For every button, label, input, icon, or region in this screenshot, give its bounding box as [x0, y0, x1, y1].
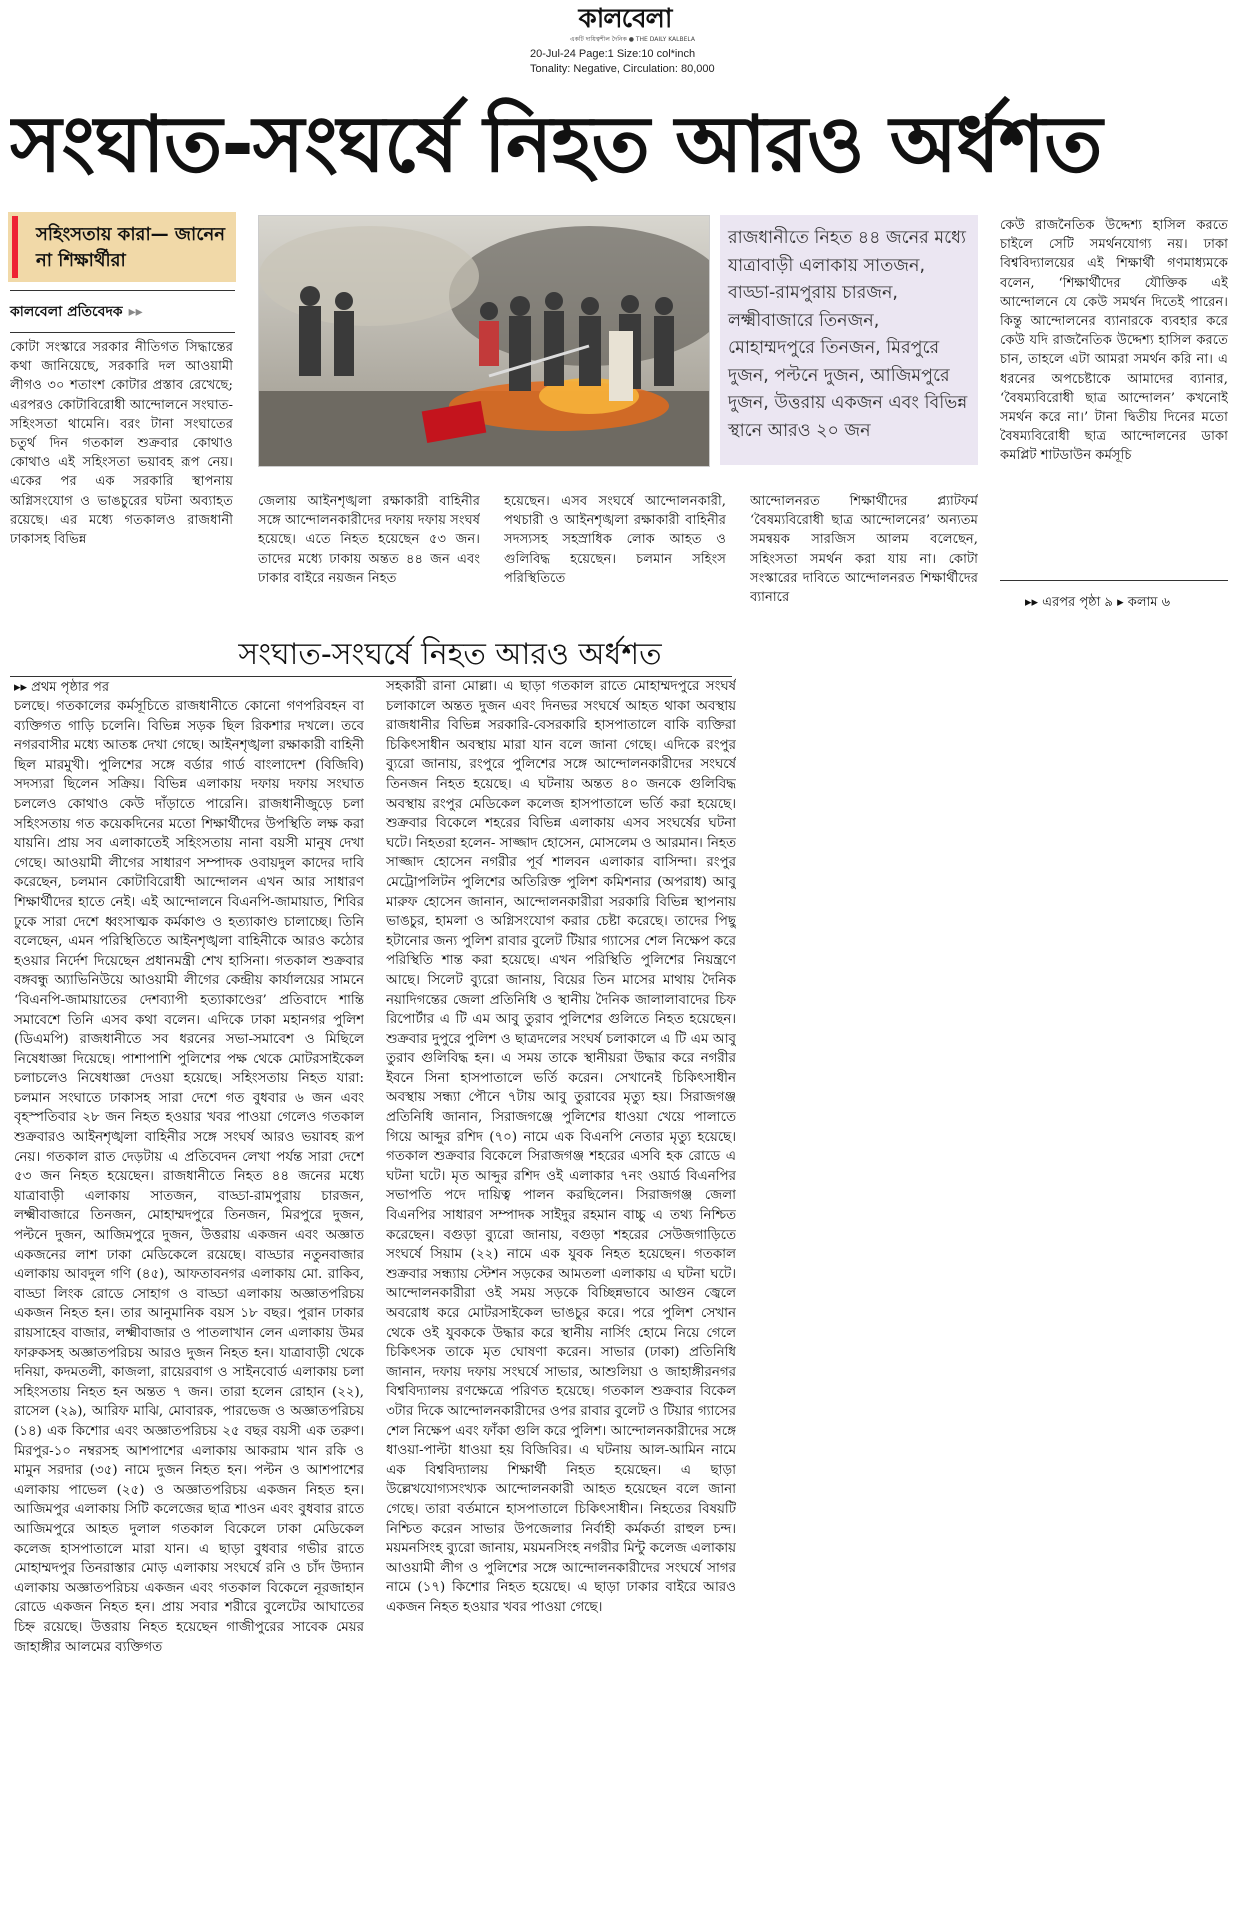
byline-rule-top — [10, 290, 235, 291]
front-column-5: কেউ রাজনৈতিক উদ্দেশ্য হাসিল করতে চাইলে সেটি সমর্থনযোগ্য নয়। ঢাকা বিশ্ববিদ্যালয়ের এই শিক্ষার্থী গণমাধ্যমকে বলেন, ‘শিক্ষার্থীদের যৌক্তিক এই আন্দোলনে যে কেউ সমর্থন দিতেই পারেন। কিন্তু আন্দোলনের ব্যানারকে ব্যবহার করে কেউ যদি রাজনৈতিক উদ্দেশ্য হাসিল করতে চান, তাহলে এটা আমরা সমর্থন করি না। এ ধরনের অপচেষ্টাকে আমাদের ব্যানার, ‘বৈষম্যবিরোধী ছাত্র আন্দোলন’ কখনোই সমর্থন করে না।’ টানা দ্বিতীয় দিনের মতো বৈষম্যবিরোধী ছাত্র আন্দোলনের ডাকা কমপ্লিট শাটডাউন কর্মসূচি — [1000, 218, 1228, 464]
byline-rule-bottom — [10, 332, 235, 333]
byline-arrow-icon: ▸▸ — [128, 304, 143, 320]
photo-caption: রাজধানীতে নিহত ৪৪ জনের মধ্যে যাত্রাবাড়ী এলাকায় সাতজন, বাড্ডা-রামপুরায় চারজন, লক্ষ্মীবাজারে তিনজন, মোহাম্মদপুরে তিনজন, মিরপুরে দুজন, পল্টনে দুজন, আজিমপুরে দুজন, উত্তরায় একজন এবং বিভিন্ন স্থানে আরও ২০ জন — [728, 228, 968, 441]
newspaper-logo: কালবেলা — [578, 4, 672, 34]
jump-column-left: চলছে। গতকালের কর্মসূচিতে রাজধানীতে কোনো গণপরিবহন বা ব্যক্তিগত গাড়ি চলেনি। বিভিন্ন সড়ক ছিল রিকশার দখলে। তবে নগরবাসীর মধ্যে আতঙ্ক দেখা গেছে। আইনশৃঙ্খলা রক্ষাকারী বাহিনী ছিল মারমুখী। পুলিশের সঙ্গে বর্ডার গার্ড বাংলাদেশ (বিজিবি) সদস্যরা ছিলেন সক্রিয়। বিভিন্ন এলাকায় দফায় দফায় সংঘাত চললেও কোথাও কেউ দাঁড়াতে পারেনি। রাজধানীজুড়ে চলা সহিংসতায় গত কয়েকদিনের মতো শিক্ষার্থীদের উপস্থিতি লক্ষ করা যায়নি। প্রায় সব এলাকাতেই সহিংসতায় নানা বয়সী মানুষ দেখা গেছে। আওয়ামী লীগের সাধারণ সম্পাদক ওবায়দুল কাদের দাবি করেছেন, চলমান কোটাবিরোধী আন্দোলন এখন আর সাধারণ শিক্ষার্থীদের হাতে নেই। এই আন্দোলনে বিএনপি-জামায়াত, শিবির ঢুকে সারা দেশে ধ্বংসাত্মক কর্মকাণ্ড ও হত্যাকাণ্ড চালাচ্ছে। তিনি বলেছেন, এমন পরিস্থিতিতে আইনশৃঙ্খলা বাহিনীকে আরও কঠোর হওয়ার নির্দেশ দিয়েছেন প্রধানমন্ত্রী শেখ হাসিনা। গতকাল শুক্রবার বঙ্গবন্ধু অ্যাভিনিউয়ে আওয়ামী লীগের কেন্দ্রীয় কার্যালয়ের সামনে ‘বিএনপি-জামায়াতের দেশব্যাপী হত্যাকাণ্ডের’ প্রতিবাদে শান্তি সমাবেশে তিনি এসব কথা বলেন। এদিকে ঢাকা মহানগর পুলিশ (ডিএমপি) রাজধানীতে সব ধরনের সভা-সমাবেশ ও মিছিলে নিষেধাজ্ঞা দিয়েছে। পাশাপাশি পুলিশের পক্ষ থেকে মোটরসাইকেল চলাচলেও নিষেধাজ্ঞা দেওয়া হয়েছে। সহিংসতায় নিহত যারা: চলমান সংঘাতে ঢাকাসহ সারা দেশে গত বুধবার ৬ জন এবং বৃহস্পতিবার ২৮ জন নিহত হওয়ার খবর পাওয়া গেলেও গতকাল শুক্রবারও আইনশৃঙ্খলা বাহিনীর সঙ্গে সংঘর্ষ আরও ভয়াবহ রূপ নেয়। গতকাল রাত দেড়টায় এ প্রতিবেদন লেখা পর্যন্ত সারা দেশে ৫৩ জন নিহত হয়েছেন। রাজধানীতে নিহত ৪৪ জনের মধ্যে যাত্রাবাড়ী এলাকায় সাতজন, বাড্ডা-রামপুরায় চারজন, লক্ষ্মীবাজারে তিনজন, মোহাম্মদপুরে তিনজন, মিরপুরে দুজন, পল্টনে দুজন, আজিমপুরে দুজন, উত্তরায় একজন এবং অজ্ঞাত একজনের লাশ ঢাকা মেডিকেলে রয়েছে। বাড্ডার নতুনবাজার এলাকায় আবদুল গণি (৪৫), আফতাবনগর এলাকায় মো. রাকিব, বাড্ডা লিংক রোডে সোহাগ ও বাড্ডা এলাকায় অজ্ঞাতপরিচয় একজন নিহত হন। তার আনুমানিক বয়স ১৮ বছর। পুরান ঢাকার রায়সাহেব বাজার, লক্ষ্মীবাজার ও পাতলাখান লেন এলাকায় উমর ফারুকসহ অজ্ঞাতপরিচয় আরও দুজন নিহত হন। যাত্রাবাড়ী থেকে দনিয়া, কদমতলী, কাজলা, রায়েরবাগ ও সাইনবোর্ড এলাকায় চলা সহিংসতায় নিহত হন অন্তত ৭ জন। তারা হলেন রোহান (২২), রাসেল (২৯), আরিফ মাঝি, মোবারক, পারভেজ ও অজ্ঞাতপরিচয় (১৪) এক কিশোর এবং অজ্ঞাতপরিচয় ২৫ বছর বয়সী এক তরুণ। মিরপুর-১০ নম্বরসহ আশপাশের এলাকায় আকরাম খান রকি ও মামুন সরদার (৩৫) নামে দুজন নিহত হন। পল্টন ও আশপাশের এলাকায় পাভেল (২৫) ও অজ্ঞাতপরিচয় একজন নিহত হন। আজিমপুর এলাকায় সিটি কলেজের ছাত্র শাওন এবং বুধবার রাতে আজিমপুরে আহত দুলাল গতকাল বিকেলে ঢাকা মেডিকেল কলেজ হাসপাতালে মারা যান। এ ছাড়া বুধবার গভীর রাতে মোহাম্মদপুর তিনরাস্তার মোড় এলাকায় সংঘর্ষে রনি ও চাঁদ উদ্যান এলাকায় অজ্ঞাতপরিচয় একজন এবং গতকাল বিকেলে নূরজাহান রোডে একজন নিহত হন। প্রায় সবার শরীরে বুলেটের আঘাতের চিহ্ন রয়েছে। উত্তরায় নিহত হয়েছেন গাজীপুরের সাবেক মেয়র জাহাঙ্গীর আলমের ব্যক্তিগত — [14, 699, 364, 1655]
logo-tagline: একটি দায়িত্বশীল দৈনিক ● THE DAILY KALBELA — [570, 36, 695, 43]
jump-column-right: সহকারী রানা মোল্লা। এ ছাড়া গতকাল রাতে মোহাম্মদপুরে সংঘর্ষ চলাকালে অন্তত দুজন এবং দিনভর সংঘর্ষে আহত থাকা অবস্থায় রাজধানীর বিভিন্ন সরকারি-বেসরকারি হাসপাতালে বাকি ব্যক্তিরা চিকিৎসাধীন অবস্থায় মারা যান বলে জানা গেছে। এদিকে রংপুর ব্যুরো জানায়, রংপুরে পুলিশের সঙ্গে আন্দোলনকারীদের সংঘর্ষে তিনজন নিহত হয়েছে। এ ঘটনায় অন্তত ৪০ জনকে গুলিবিদ্ধ অবস্থায় রংপুর মেডিকেল কলেজ হাসপাতালে ভর্তি করা হয়েছে। শুক্রবার বিকেলে শহরের বিভিন্ন এলাকায় এসব সংঘর্ষের ঘটনা ঘটে। নিহতরা হলেন- সাজ্জাদ হোসেন, মোসলেম ও আরমান। নিহত সাজ্জাদ হোসেন নগরীর পূর্ব শালবন এলাকার বাসিন্দা। রংপুর মেট্রোপলিটন পুলিশের অতিরিক্ত পুলিশ কমিশনার (অপরাধ) আবু মারুফ হোসেন জানান, আন্দোলনকারীরা সরকারি বিভিন্ন স্থাপনায় ভাঙচুর, হামলা ও অগ্নিসংযোগ করার চেষ্টা করেছে। তাদের পিছু হটানোর জন্য পুলিশ রাবার বুলেট টিয়ার গ্যাসের শেল নিক্ষেপ করে পরিস্থিতি শান্ত করা হয়েছে। এখন পরিস্থিতি পুলিশের নিয়ন্ত্রণে আছে। সিলেট ব্যুরো জানায়, বিয়ের তিন মাসের মাথায় দৈনিক নয়াদিগন্তের জেলা প্রতিনিধি ও স্থানীয় দৈনিক জালালাবাদের চিফ রিপোর্টার এ টি এম আবু তুরাব পুলিশের গুলিতে নিহত হয়েছেন। শুক্রবার দুপুরে পুলিশ ও ছাত্রদলের সংঘর্ষ চলাকালে এ টি এম আবু তুরাব গুলিবিদ্ধ হন। এ সময় তাকে স্থানীয়রা উদ্ধার করে নগরীর ইবনে সিনা হাসপাতালে ভর্তি করেন। সেখানেই চিকিৎসাধীন অবস্থায় সন্ধ্যা পৌনে ৭টায় আবু তুরাবের মৃত্যু হয়। সিরাজগঞ্জ প্রতিনিধি জানান, সিরাজগঞ্জে পুলিশের ধাওয়া খেয়ে পালাতে গিয়ে আব্দুর রশিদ (৭০) নামে এক বিএনপি নেতার মৃত্যু হয়েছে। গতকাল শুক্রবার বিকেলে সিরাজগঞ্জ শহরের এসবি হক রোডে এ ঘটনা ঘটে। মৃত আব্দুর রশিদ ওই এলাকার ৭নং ওয়ার্ড বিএনপির সভাপতি পদে দায়িত্ব পালন করছিলেন। সিরাজগঞ্জ জেলা বিএনপির সাধারণ সম্পাদক সাইদুর রহমান বাচ্চু এ তথ্য নিশ্চিত করেছেন। বগুড়া ব্যুরো জানায়, বগুড়া শহরের সেউজগাড়িতে সংঘর্ষে সিয়াম (২২) নামে এক যুবক নিহত হয়েছেন। গতকাল শুক্রবার সন্ধ্যায় স্টেশন সড়কের আমতলা এলাকায় এ ঘটনা ঘটে। আন্দোলনকারীরা ওই সময় সড়কে বিচ্ছিন্নভাবে আগুন জ্বেলে অবরোধ করে মোটরসাইকেল ভাঙচুর করে। পরে পুলিশ সেখান থেকে ওই যুবককে উদ্ধার করে স্থানীয় নার্সিং হোমে নিয়ে গেলে চিকিৎসক তাকে মৃত ঘোষণা করেন। সাভার (ঢাকা) প্রতিনিধি জানান, দফায় দফায় সংঘর্ষে সাভার, আশুলিয়া ও জাহাঙ্গীরনগর বিশ্ববিদ্যালয় রণক্ষেত্রে পরিণত হয়েছে। গতকাল শুক্রবার বিকেল ৩টার দিকে আন্দোলনকারীদের ওপর রাবার বুলেট ও টিয়ার গ্যাসের শেল নিক্ষেপ এবং ফাঁকা গুলি করে পুলিশ। আন্দোলনকারীদের সঙ্গে ধাওয়া-পাল্টা ধাওয়া হয় বিজিবির। এ ঘটনায় আল-আমিন নামে এক বিশ্ববিদ্যালয় শিক্ষার্থী নিহত হয়েছেন। এ ছাড়া উল্লেখযোগ্যসংখ্যক আন্দোলনকারী আহত হয়েছেন বলে জানা গেছে। তারা বর্তমানে হাসপাতালে চিকিৎসাধীন। নিহতের বিষয়টি নিশ্চিত করেন সাভার উপজেলার নির্বাহী কর্মকর্তা রাহুল চন্দ। ময়মনসিংহ ব্যুরো জানায়, ময়মনসিংহ নগরীর মিন্টু কলেজ এলাকায় আওয়ামী লীগ ও পুলিশের সঙ্গে আন্দোলনকারীদের সংঘর্ষে সাগর নামে (১৭) কিশোর নিহত হয়েছে। এ ছাড়া ঢাকার বাইরে আরও একজন নিহত হওয়ার খবর পাওয়া গেছে। — [386, 679, 736, 1615]
jump-rule — [1000, 580, 1228, 581]
continued-from-label: ▸▸ প্রথম পৃষ্ঠার পর — [14, 680, 109, 695]
sidebar-kicker-box — [8, 212, 236, 282]
byline-text: কালবেলা প্রতিবেদক — [10, 304, 123, 320]
clip-meta-line-1: 20-Jul-24 Page:1 Size:10 col*inch — [530, 48, 696, 60]
main-headline: সংঘাত-সংঘর্ষে নিহত আরও অর্ধশত — [10, 100, 1102, 190]
front-column-2: জেলায় আইনশৃঙ্খলা রক্ষাকারী বাহিনীর সঙ্গে আন্দোলনকারীদের দফায় দফায় সংঘর্ষ হয়েছে। এতে নিহত হয়েছেন ৫৩ জন। তাদের মধ্যে ঢাকায় অন্তত ৪৪ জন এবং ঢাকার বাইরে নয়জন নিহত — [258, 494, 480, 586]
front-column-3: হয়েছেন। এসব সংঘর্ষে আন্দোলনকারী, পথচারী ও আইনশৃঙ্খলা রক্ষাকারী বাহিনীর সদস্যসহ সহস্রাধিক লোক আহত ও গুলিবিদ্ধ হয়েছেন। চলমান সহিংস পরিস্থিতিতে — [504, 494, 726, 586]
front-column-1: কোটা সংস্কারে সরকার নীতিগত সিদ্ধান্তের কথা জানিয়েছে, সরকারি দল আওয়ামী লীগও ৩০ শতাংশ কোটার প্রস্তাব রেখেছে; এরপরও কোটাবিরোধী আন্দোলনে সংঘাত-সহিংসতা থামেনি। বরং টানা সংঘাতের চতুর্থ দিন গতকাল শুক্রবার কোথাও কোথাও এই সহিংসতা ভয়াবহ রূপ নেয়। একের পর এক সরকারি স্থাপনায় অগ্নিসংযোগ ও ভাঙচুরের ঘটনা অব্যাহত রয়েছে। এর মধ্যে গতকালও রাজধানী ঢাকাসহ বিভিন্ন — [10, 340, 233, 548]
photo-caption-box — [720, 215, 978, 465]
masthead — [0, 0, 1257, 80]
continued-on-page-ref: ▸▸ এরপর পৃষ্ঠা ৯ ▸ কলাম ৬ — [1025, 595, 1171, 610]
front-column-4: আন্দোলনরত শিক্ষার্থীদের প্ল্যাটফর্ম ‘বৈষম্যবিরোধী ছাত্র আন্দোলনের’ অন্যতম সমন্বয়ক সারজিস আলম বলেছেন, সহিংসতা সমর্থন করা যায় না। কোটা সংস্কারের দাবিতে আন্দোলনরত শিক্ষার্থীদের ব্যানারে — [750, 494, 978, 606]
jump-headline: সংঘাত-সংঘর্ষে নিহত আরও অর্ধশত — [238, 637, 662, 672]
clip-meta-line-2: Tonality: Negative, Circulation: 80,000 — [530, 63, 715, 75]
byline — [10, 300, 143, 324]
news-photo — [258, 215, 710, 467]
sidebar-kicker-title: সহিংসতায় কারা— জানেন না শিক্ষার্থীরা — [36, 224, 225, 271]
kicker-accent-bar — [12, 216, 18, 278]
protest-scene-image — [259, 216, 709, 466]
